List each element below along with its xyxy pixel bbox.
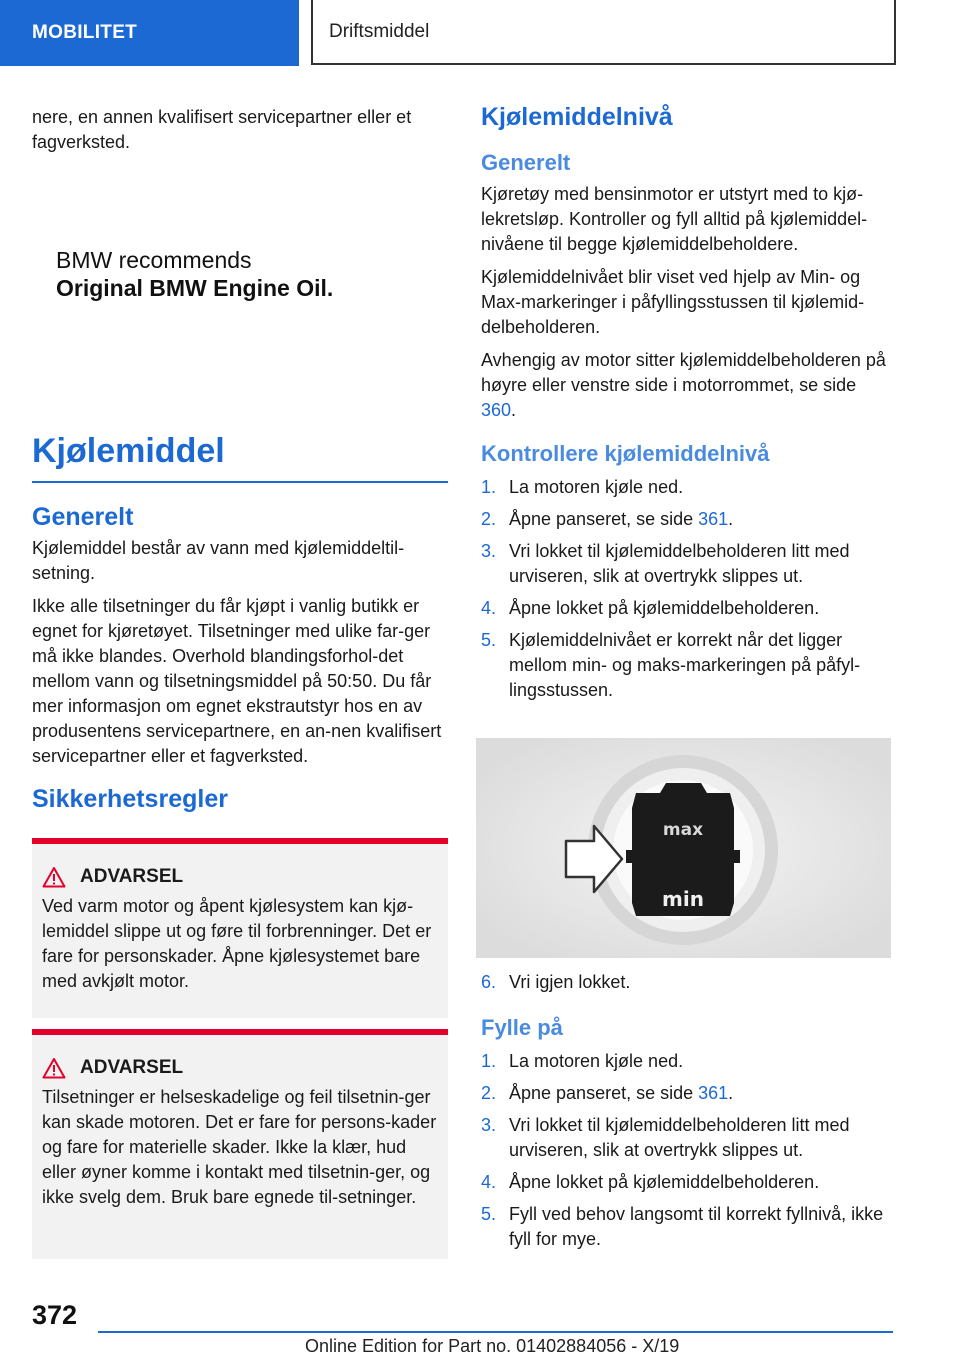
page-link[interactable]: 361 xyxy=(698,1083,729,1103)
heading-coolant-level: Kjølemiddelnivå xyxy=(481,103,673,131)
list-item: 2. Åpne panseret, se side 361. xyxy=(481,1083,734,1103)
step-6-list xyxy=(481,970,891,995)
page-link-360[interactable]: 360 xyxy=(481,400,512,420)
fill-steps-list xyxy=(481,1049,891,1252)
warning-box-2 xyxy=(32,1029,448,1259)
heading-fill: Fylle på xyxy=(481,1015,563,1040)
general-paragraph-2: Ikke alle tilsetninger du får kjøpt i vanlig butikk er egnet for kjøretøyet. Tilsetninger med ulike far-ger må ikke blandes. Overhold blandingsforhol-det mellom vann og tilsetningsmiddel på 50:50. Du får mer informasjon om egnet ekstrautstyr hos en av produsentens servicepartnere, en an-nen kvalifisert servicepartner eller et fagverksted. xyxy=(32,596,442,766)
page-number: 372 xyxy=(32,1300,78,1330)
warning-box-1 xyxy=(32,838,448,1018)
list-item: 3. Vri lokket til kjølemiddelbeholderen litt med urviseren, slik at overtrykk slippes ut. xyxy=(481,541,850,586)
list-item: 1. La motoren kjøle ned. xyxy=(481,1051,684,1071)
oil-line-1: BMW recommends xyxy=(56,247,252,273)
title-divider xyxy=(32,481,448,483)
warning-triangle-icon xyxy=(42,1057,66,1079)
list-item: 1. La motoren kjøle ned. xyxy=(481,477,684,497)
footer-divider xyxy=(98,1331,893,1333)
after-figure-section xyxy=(481,970,891,1259)
level-paragraph-2: Kjølemiddelnivået blir viset ved hjelp av Min- og Max-markeringer i påfyllingsstussen til kjølemid-delbeholderen. xyxy=(481,267,865,337)
list-item: 4. Åpne lokket på kjølemiddelbeholderen. xyxy=(481,1172,820,1192)
heading-general-right: Generelt xyxy=(481,150,571,175)
warning-title-1: ADVARSEL xyxy=(42,866,438,888)
section-tab xyxy=(0,0,299,66)
intro-text: nere, en annen kvalifisert servicepartner eller et fagverksted. xyxy=(32,107,412,152)
oil-line-2: Original BMW Engine Oil. xyxy=(56,275,334,301)
chapter-tab xyxy=(311,0,896,65)
level-paragraph-3: Avhengig av motor sitter kjølemiddelbeholderen på høyre eller venstre side i motorrommet, se side 360. xyxy=(481,350,886,420)
heading-general: Generelt xyxy=(32,503,134,531)
warning-triangle-icon xyxy=(42,866,66,888)
section-label: MOBILITET xyxy=(32,22,138,43)
heading-safety: Sikkerhetsregler xyxy=(32,785,228,813)
coolant-reservoir-figure xyxy=(476,738,891,958)
page-title: Kjølemiddel xyxy=(32,432,225,470)
general-paragraph-1: Kjølemiddel består av vann med kjølemiddeltil-setning. xyxy=(32,538,405,583)
level-paragraph-1: Kjøretøy med bensinmotor er utstyrt med to kjø-lekretsløp. Kontroller og fyll alltid på kjølemiddel-nivåene til begge kjølemiddelbeholdere. xyxy=(481,184,868,254)
list-item: 2. Åpne panseret, se side 361. xyxy=(481,509,734,529)
warning-text-2: Tilsetninger er helseskadelige og feil tilsetnin-ger kan skade motoren. Det er fare for persons-kader og fare for materielle skader. Ikke la klær, hud eller øyner komme i kontakt med tilsetnin-ger, og ikke svelg dem. Bruk bare egnede til-setninger. xyxy=(42,1087,437,1207)
list-item: 4. Åpne lokket på kjølemiddelbeholderen. xyxy=(481,598,820,618)
figure-max-label: max xyxy=(662,820,704,840)
warning-text-1: Ved varm motor og åpent kjølesystem kan kjø-lemiddel slippe ut og føre til forbrenninger. Det er fare for personskader. Åpne kjølesystemet bare med avkjølt motor. xyxy=(42,896,432,991)
warning-title-2: ADVARSEL xyxy=(42,1057,438,1079)
oil-recommendation xyxy=(56,246,333,302)
coolant-section xyxy=(32,432,448,814)
reservoir-cap-illustration xyxy=(476,738,891,958)
page-link[interactable]: 361 xyxy=(698,509,729,529)
figure-min-label: min xyxy=(662,887,704,911)
coolant-level-section xyxy=(481,103,891,710)
list-item: 3. Vri lokket til kjølemiddelbeholderen litt med urviseren, slik at overtrykk slippes ut. xyxy=(481,1115,850,1160)
footer-edition: Online Edition for Part no. 01402884056 - X/19 xyxy=(305,1336,680,1356)
heading-check-level: Kontrollere kjølemiddelnivå xyxy=(481,441,770,466)
list-item: 5. Kjølemiddelnivået er korrekt når det ligger mellom min- og maks-markeringen på påfyl-lingsstussen. xyxy=(481,630,861,700)
list-item: 5. Fyll ved behov langsomt til korrekt fyllnivå, ikke fyll for mye. xyxy=(481,1204,884,1249)
list-item: 6. Vri igjen lokket. xyxy=(481,972,631,992)
check-steps-list xyxy=(481,475,891,703)
chapter-label: Driftsmiddel xyxy=(329,20,430,42)
